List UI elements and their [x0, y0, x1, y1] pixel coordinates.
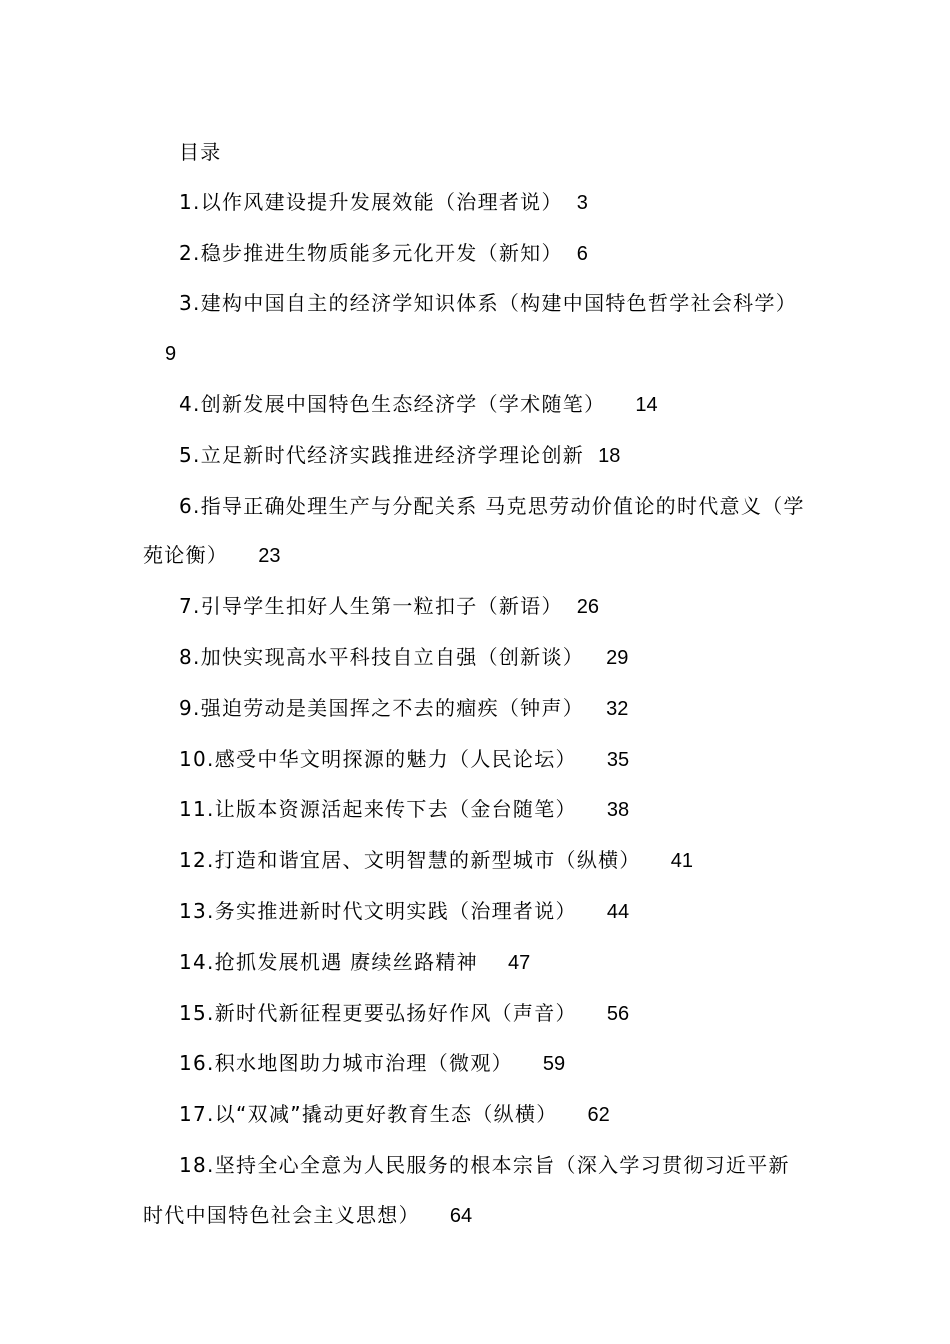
toc-entry-number: 11. — [179, 797, 215, 822]
toc-entry-title: 积水地图助力城市治理（微观） — [214, 1051, 513, 1076]
toc-entry — [143, 582, 811, 633]
toc-entry-title: 抢抓发展机遇 赓续丝路精神 — [214, 949, 478, 974]
toc-entry-number: 3. — [179, 291, 201, 316]
toc-entry-title: 建构中国自主的经济学知识体系（构建中国特色哲学社会科学） — [200, 291, 798, 316]
toc-entry-title: 创新发展中国特色生态经济学（学术随笔） — [200, 391, 606, 416]
toc-entry-page: 18 — [598, 444, 621, 467]
toc-entry-number: 6. — [179, 493, 201, 518]
toc-entry-title: 引导学生扣好人生第一粒扣子（新语） — [200, 594, 563, 619]
toc-entry-number: 13. — [179, 898, 215, 923]
toc-entry-number: 10. — [179, 746, 215, 771]
toc-entry-page: 23 — [258, 545, 281, 568]
toc-entry-title: 让版本资源活起来传下去（金台随笔） — [214, 797, 577, 822]
toc-entry-page: 62 — [587, 1104, 610, 1127]
toc-entry-title: 感受中华文明探源的魅力（人民论坛） — [214, 746, 577, 771]
toc-entry-title: 指导正确处理生产与分配关系 马克思劳动价值论的时代意义（学苑论衡） — [143, 493, 805, 568]
toc-entry-number: 4. — [179, 391, 201, 416]
toc-entry-title: 强迫劳动是美国挥之不去的痼疾（钟声） — [200, 695, 585, 720]
toc-title: 目录 — [179, 140, 222, 164]
toc-entry-title: 坚持全心全意为人民服务的根本宗旨（深入学习贯彻习近平新时代中国特色社会主义思想） — [143, 1152, 790, 1227]
toc-entry — [143, 431, 811, 482]
toc-entry-page: 6 — [576, 242, 588, 265]
toc-entry-title: 加快实现高水平科技自立自强（创新谈） — [200, 644, 585, 669]
toc-entry-number: 7. — [179, 594, 201, 619]
toc-entry-number: 8. — [179, 644, 201, 669]
toc-entry — [143, 482, 811, 583]
toc-entry — [143, 1141, 811, 1242]
toc-entry — [143, 836, 811, 887]
toc-entry-number: 17. — [179, 1102, 215, 1127]
toc-entry — [143, 1090, 811, 1141]
toc-entry-page: 44 — [606, 900, 630, 923]
toc-entry-page: 59 — [542, 1053, 566, 1076]
toc-entry-page: 41 — [670, 850, 693, 873]
toc-entry — [143, 887, 811, 938]
toc-entry-title: 立足新时代经济实践推进经济学理论创新 — [200, 442, 585, 467]
toc-entry-number: 12. — [179, 848, 215, 873]
toc-entry — [143, 684, 811, 735]
toc-entry — [143, 633, 811, 684]
toc-entry — [143, 938, 811, 989]
toc-entry — [143, 178, 811, 229]
toc-entry-page: 29 — [606, 646, 629, 669]
toc-entry — [143, 1039, 811, 1090]
toc-entry — [143, 229, 811, 280]
toc-entry — [143, 785, 811, 836]
toc-entry-page: 14 — [635, 393, 658, 416]
toc-entry-number: 2. — [179, 240, 201, 265]
toc-entry-title: 稳步推进生物质能多元化开发（新知） — [200, 240, 563, 265]
toc-entry-number: 9. — [179, 695, 201, 720]
toc-entry-title: 新时代新征程更要弘扬好作风（声音） — [214, 1000, 577, 1025]
toc-entry-number: 18. — [179, 1152, 215, 1177]
toc-entry-page: 64 — [449, 1204, 473, 1227]
toc-entry-page: 26 — [576, 596, 600, 619]
toc-entry-page: 9 — [165, 343, 177, 366]
toc-entry — [143, 380, 811, 431]
toc-entry-title: 务实推进新时代文明实践（治理者说） — [214, 898, 577, 923]
toc-entry-page: 35 — [606, 748, 630, 771]
table-of-contents — [143, 128, 811, 1242]
toc-entry-title: 以“双减”撬动更好教育生态（纵横） — [214, 1102, 558, 1127]
toc-entry-page: 56 — [606, 1002, 630, 1025]
toc-entry — [143, 279, 811, 380]
toc-entry-number: 15. — [179, 1000, 215, 1025]
toc-entry — [143, 735, 811, 786]
toc-entry-number: 5. — [179, 442, 201, 467]
toc-entry-title: 以作风建设提升发展效能（治理者说） — [200, 189, 563, 214]
toc-entry-page: 47 — [507, 951, 531, 974]
toc-entry-page: 32 — [606, 697, 629, 720]
toc-entry-title: 打造和谐宜居、文明智慧的新型城市（纵横） — [214, 848, 641, 873]
toc-entry — [143, 989, 811, 1040]
toc-entry-number: 14. — [179, 949, 215, 974]
toc-entry-number: 16. — [179, 1051, 215, 1076]
toc-entry-number: 1. — [179, 189, 201, 214]
toc-entry-page: 3 — [576, 191, 588, 214]
toc-entry-page: 38 — [606, 799, 630, 822]
